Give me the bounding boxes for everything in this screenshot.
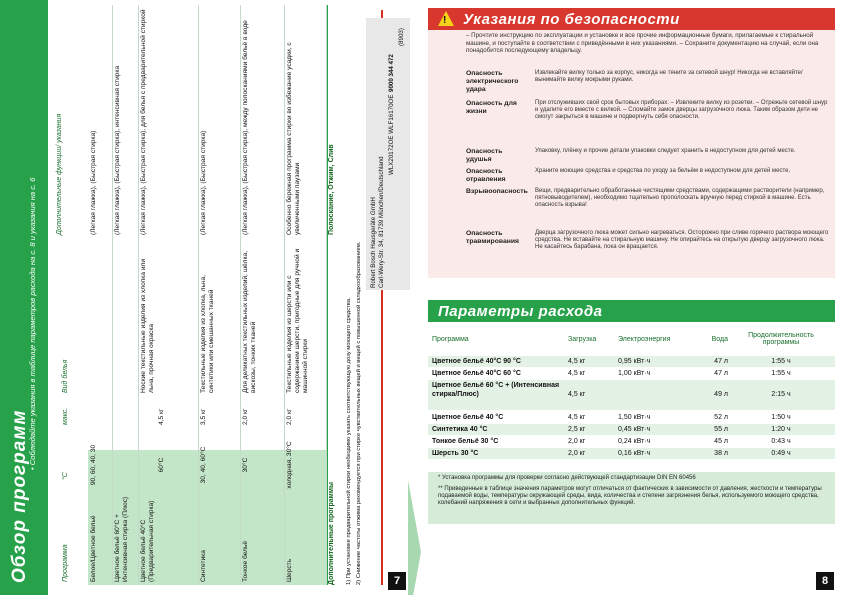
safety-intro: – Прочтите инструкцию по эксплуатации и установке и все прочие информационные бумаги, прилагаемые к стиральной машине, и поступайте в соответствии с приведёнными в них указаниями. – Сохраните документацию на случай, если она понадобится последующему владельцу.: [466, 32, 819, 54]
table-row: Цветное бельё 60 °C + (Интенсивная стирка/Плюс) 4,5 кг 49 л 2:15 ч: [428, 380, 835, 410]
table-row: Цветное бельё 60°C + Интенсивная стирка (Плюс) (Легкая глажка), (Быстрая стирка), интенсивная стирка: [112, 5, 139, 585]
product-address: Carl-Wery-Str. 34, 81739 München/Deutschland: [378, 156, 385, 288]
table-row: Цветное бельё 40°C 90 °C 4,5 кг 0,95 кВт·ч 47 л 1:55 ч: [428, 356, 835, 367]
table-row: Тонкое бельё 30 °C 2,0 кг 0,24 кВт·ч 45 л 0:43 ч: [432, 438, 791, 445]
page-number-left: 7: [388, 572, 406, 590]
table-row: Цветное бельё 40°C (Предварительная стирка) 60°C 4,5 кг Ноские текстильные изделия из хлопка или льна, прочная окраска (Легкая глажка), (Быстрая стирка), для белья с предварительной стиркой: [138, 5, 199, 585]
page-number-right: 8: [816, 572, 834, 590]
product-models: WLX20172OE WLF16170OE: [388, 94, 395, 175]
note: * Установка программы для проверки согласно действующей стандартизации DIN EN 60456: [438, 475, 696, 481]
col-load: макс.: [62, 407, 69, 425]
product-version: (8903): [398, 28, 405, 46]
col-temp: °C: [62, 472, 69, 480]
params-title: Параметры расхода: [438, 303, 603, 320]
safety-title: Указания по безопасности: [463, 11, 680, 28]
table-row: Цветное бельё 40 °C 4,5 кг 1,50 кВт·ч 52 л 1:50 ч: [432, 414, 791, 421]
product-brand: Robert Bosch Hausgeräte GmbH: [370, 197, 377, 288]
table-row: Синтетика 40 °C 2,5 кг 0,45 кВт·ч 55 л 1:20 ч: [428, 424, 835, 435]
additional-programs: Дополнительные программы Полоскание, Отжим, Слив: [327, 5, 342, 585]
col-functions: Дополнительные функции/ указания: [56, 113, 63, 235]
right-page: [421, 0, 842, 595]
continue-arrow: [408, 480, 421, 595]
overview-subtitle: • Соблюдайте указания в таблице параметров расхода на с. 8 и указания на с. 6: [28, 177, 37, 470]
table-row: Цветное бельё 40°C 60 °C 4,5 кг 1,00 кВт·ч 47 л 1:55 ч: [432, 370, 791, 377]
safety-body: – Прочтите инструкцию по эксплуатации и установке и все прочие информационные бумаги, прилагаемые к стиральной машине, и поступайте в соответствии с приведёнными в них указаниями. – Сохраните документацию на случай, если она понадобится последующему владельцу. Опасность электрического удара Извлекайте вилку только за корпус, никогда не тяните за сетевой шнур! Никогда не вставляйте/вынимайте вилку мокрыми руками. Опасность для жизни При отслуживших свой срок бытовых приборах: – Извлеките вилку из розетки. – Отрежьте сетевой шнур и удалите его вместе с вилкой. – Сломайте замок дверцы загрузочного люка. Таким образом дети не смогут закрыться в машине и подвергнуть себя опасности. Опасность удушья Упаковку, плёнку и прочие детали упаковки следует хранить в недоступном для детей месте. Опасность отравления Храните моющие средства и средства по уходу за бельём в недоступном для детей месте. Взрывоопасность Вещи, предварительно обработанные чистящими средствами, содержащими растворители (например, пятновыводителем), необходимо тщательно прополоскать вручную перед стиркой в машине. Есть опасность взрыва! Опасность травмирования Дверца загрузочного люка может сильно нагреваться. Осторожно при сливе горячего раствора моющего средства. Не вставайте на стиральную машину. Не опирайтесь на открытую дверцу загрузочного люка. Не касайтесь барабана, пока он вращается.: [428, 30, 835, 278]
col-type: Вид белья: [62, 359, 69, 393]
params-notes: [428, 472, 835, 524]
table-row: Синтетика 30, 40, 60°C 3,5 кг Текстильные изделия из хлопка, льна, синтетики или смешанных тканей (Легкая глажка), (Быстрая стирка): [198, 5, 241, 585]
table-row: Шерсть 30 °C 2,0 кг 0,16 кВт·ч 38 л 0:49 ч: [428, 448, 835, 459]
params-table-header: Программа Загрузка Электроэнергия Вода Продолжительность программы: [432, 332, 814, 346]
col-program: Программа: [62, 544, 69, 582]
table-row: Шерсть холодная, 30°C 2,0 кг Текстильные изделия из шерсти или с содержанием шерсти, пригодные для ручной и машинной стирки Особенно бережная программа стирки во избежание усадки, с увеличенными паузами: [284, 5, 327, 585]
table-row: Тонкое бельё 30°C 2,0 кг Для деликатных текстильных изделий, шёлка, вискозы, тонких тканей (Легкая глажка), (Быстрая стирка), между полосканиями бельё в воде: [240, 5, 285, 585]
safety-header: ! Указания по безопасности: [428, 8, 835, 30]
params-header: [428, 300, 835, 322]
table-row: Белое/Цветное бельё 90, 60, 40, 30 (Легкая глажка), (Быстрая стирка): [88, 5, 113, 585]
footnote: 1) При установке предварительной стирки необходимо указать соответствующую дозу моющего средства.: [346, 297, 352, 585]
footnote: 2) Снижение частоты отжима рекомендуется при стирке чувствительных вещей и вещей с повышенной складкообразованием.: [356, 241, 362, 585]
product-code: 9000 344 472: [388, 54, 395, 92]
overview-title: Обзор программ: [9, 409, 30, 583]
note: ** Приведенные в таблице значения параметров могут отличаться от фактических в зависимости от давления, жесткости и температуры подаваемой воды, температуры окружающей среды, вида, количества и степени загрязнения белья, используемого моющего средства, колебаний напряжения в сети и выбранных дополнительных функций.: [438, 486, 822, 507]
overview-header: [0, 0, 48, 595]
